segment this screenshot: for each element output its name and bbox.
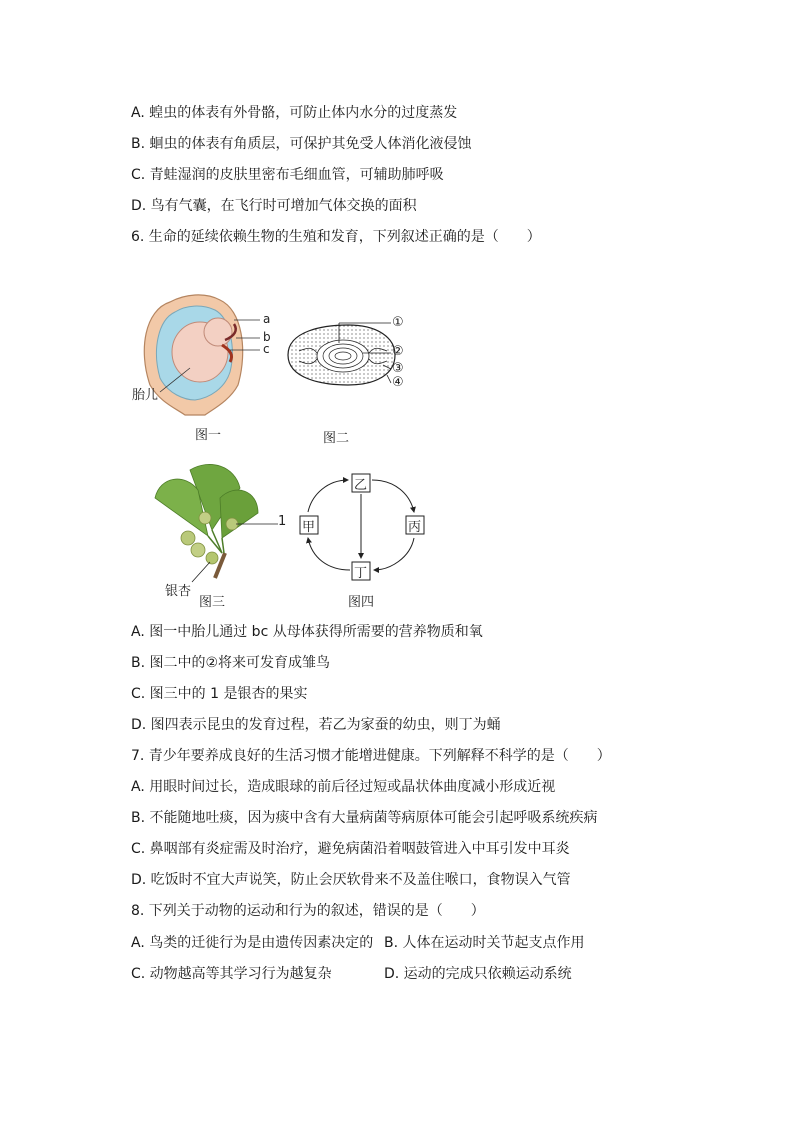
q5-option-d: D. 鸟有气囊，在飞行时可增加气体交换的面积 (131, 198, 417, 214)
fig1-caption: 图一 (195, 428, 222, 443)
q8-option-d: D. 运动的完成只依赖运动系统 (384, 966, 572, 982)
q6-option-d: D. 图四表示昆虫的发育过程，若乙为家蚕的幼虫，则丁为蛹 (131, 717, 501, 733)
fig2-label-1: ① (392, 315, 404, 330)
q7-option-d: D. 吃饭时不宜大声说笑，防止会厌软骨来不及盖住喉口，食物误入气管 (131, 872, 571, 888)
figure-3-ginkgo (150, 458, 290, 583)
q6-option-a: A. 图一中胎儿通过 bc 从母体获得所需要的营养物质和氧 (131, 624, 483, 640)
q8-option-a: A. 鸟类的迁徙行为是由遗传因素决定的 (131, 935, 374, 951)
fig1-fetus-label: 胎儿 (132, 388, 159, 403)
fig4-node-bing: 丙 (408, 520, 422, 535)
fig1-label-c: c (263, 342, 270, 356)
fig4-node-yi: 乙 (354, 478, 368, 493)
q6-stem: 6. 生命的延续依赖生物的生殖和发育，下列叙述正确的是（ ） (131, 229, 541, 245)
fig3-caption: 图三 (199, 595, 226, 610)
fig3-plant-label: 银杏 (165, 584, 192, 599)
q6-option-b: B. 图二中的②将来可发育成雏鸟 (131, 655, 331, 671)
q8-option-c: C. 动物越高等其学习行为越复杂 (131, 966, 332, 982)
fig4-node-ding: 丁 (354, 566, 368, 581)
q5-option-b: B. 蛔虫的体表有角质层，可保护其免受人体消化液侵蚀 (131, 136, 472, 152)
fig2-caption: 图二 (323, 431, 350, 446)
q7-stem: 7. 青少年要养成良好的生活习惯才能增进健康。下列解释不科学的是（ ） (131, 748, 611, 764)
fig4-caption: 图四 (348, 595, 375, 610)
q5-option-a: A. 蝗虫的体表有外骨骼，可防止体内水分的过度蒸发 (131, 105, 458, 121)
q7-option-b: B. 不能随地吐痰，因为痰中含有大量病菌等病原体可能会引起呼吸系统疾病 (131, 810, 598, 826)
fig2-label-4: ④ (392, 375, 404, 390)
q8-stem: 8. 下列关于动物的运动和行为的叙述，错误的是（ ） (131, 903, 485, 919)
fig4-node-jia: 甲 (302, 520, 316, 535)
fig2-label-3: ③ (392, 361, 404, 376)
q7-option-c: C. 鼻咽部有炎症需及时治疗，避免病菌沿着咽鼓管进入中耳引发中耳炎 (131, 841, 570, 857)
fig3-label-1: 1 (278, 514, 287, 529)
q6-option-c: C. 图三中的 1 是银杏的果实 (131, 686, 308, 702)
fig2-label-2: ② (392, 344, 404, 359)
q7-option-a: A. 用眼时间过长，造成眼球的前后径过短或晶状体曲度减小形成近视 (131, 779, 556, 795)
fig1-label-a: a (263, 312, 271, 326)
fig1-label-b: b (263, 330, 271, 344)
q5-option-c: C. 青蛙湿润的皮肤里密布毛细血管，可辅助肺呼吸 (131, 167, 444, 183)
q8-option-b: B. 人体在运动时关节起支点作用 (384, 935, 585, 951)
